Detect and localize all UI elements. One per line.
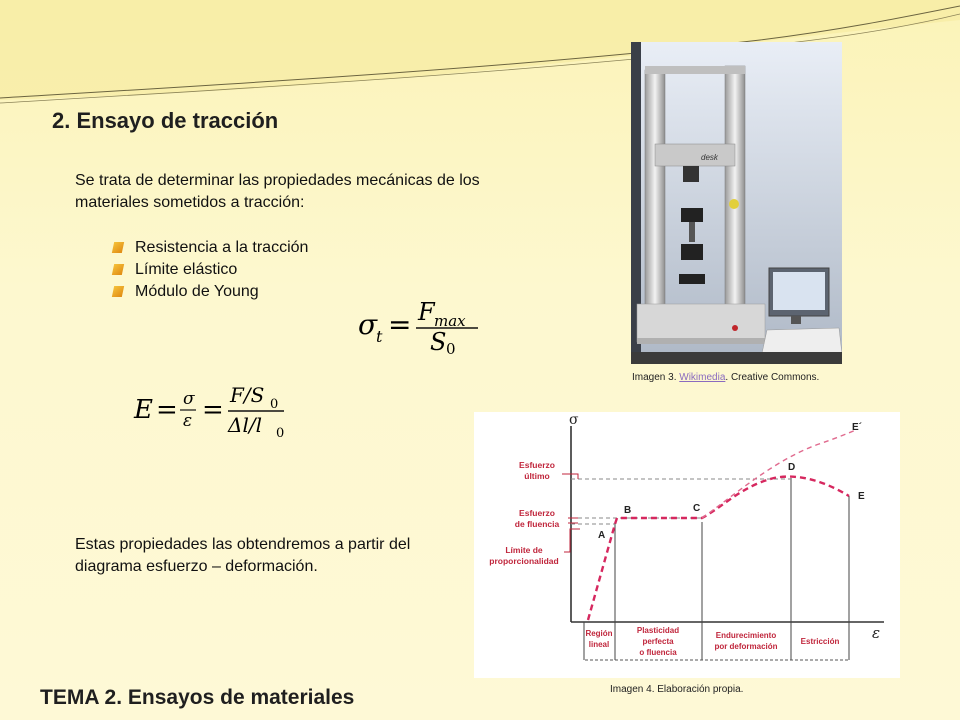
point-b-label: B — [624, 505, 632, 516]
caption-text: Imagen 3. — [632, 372, 680, 383]
region-plasticity-label: o fluencia — [639, 648, 677, 657]
region-plasticity-label: Plasticidad — [636, 626, 680, 635]
young-modulus-formula — [130, 380, 300, 442]
formula-equals: = — [156, 395, 178, 425]
formula-e: E — [134, 395, 153, 425]
region-necking-label: Estricción — [800, 637, 840, 646]
list-item-label: Resistencia a la tracción — [135, 239, 309, 256]
point-a-label: A — [598, 530, 606, 541]
formula-numerator: F — [418, 298, 435, 326]
formula-denominator: Δl/l — [228, 413, 262, 437]
list-item — [113, 281, 308, 303]
caption-text: . Creative Commons. — [725, 372, 820, 383]
y-axis-label: σ — [569, 412, 579, 428]
list-item — [113, 237, 308, 259]
yield-stress-label: de fluencia — [514, 519, 560, 529]
footer-title: TEMA 2. Ensayos de materiales — [40, 686, 355, 709]
region-linear-label: Región — [585, 629, 613, 638]
list-item-label: Módulo de Young — [135, 283, 259, 300]
region-hardening-label: Endurecimiento — [715, 631, 777, 640]
formula-sigma-sub: t — [376, 327, 383, 346]
formula-equals: = — [202, 395, 224, 425]
yield-stress-label: Esfuerzo — [519, 508, 555, 518]
tensile-strength-formula — [350, 296, 490, 356]
intro-text: Se trata de determinar las propiedades mecánicas de los materiales sometidos a tracción: — [75, 172, 480, 211]
formula-numerator: F/S — [230, 383, 265, 407]
point-c-label: C — [693, 503, 701, 514]
bullet-icon — [112, 242, 124, 253]
formula-numerator-sub: max — [434, 312, 466, 330]
ultimate-stress-label: último — [524, 471, 550, 481]
formula-denominator-sub: 0 — [276, 426, 285, 441]
formula-numerator-sub: 0 — [270, 397, 279, 412]
formula-sigma: σ — [183, 389, 195, 409]
point-e-label: E — [858, 491, 865, 502]
outro-text: Estas propiedades las obtendremos a partir del diagrama esfuerzo – deformación. — [75, 536, 411, 575]
proportionality-limit-label: Límite de — [505, 545, 543, 555]
machine-caption — [632, 372, 819, 383]
formula-denominator-sub: 0 — [446, 340, 456, 356]
list-item-label: Límite elástico — [135, 261, 238, 278]
testing-machine-photo — [631, 42, 842, 364]
property-list — [113, 237, 308, 303]
ultimate-stress-label: Esfuerzo — [519, 460, 555, 470]
x-axis-label: ε — [872, 624, 881, 642]
proportionality-limit-label: proporcionalidad — [489, 556, 559, 566]
region-linear-label: lineal — [588, 640, 610, 649]
formula-equals: = — [388, 308, 412, 341]
region-plasticity-label: perfecta — [642, 637, 674, 646]
formula-denominator: S — [430, 328, 447, 356]
slide-title: 2. Ensayo de tracción — [52, 108, 279, 133]
bullet-icon — [112, 286, 124, 297]
wikimedia-link[interactable]: Wikimedia — [679, 372, 726, 383]
diagram-caption: Imagen 4. Elaboración propia. — [610, 684, 744, 695]
list-item — [113, 259, 308, 281]
region-hardening-label: por deformación — [714, 642, 778, 651]
stress-strain-diagram — [474, 412, 900, 678]
point-e-prime-label: E´ — [852, 422, 862, 433]
machine-brand-label: desk — [701, 153, 718, 162]
bullet-icon — [112, 264, 124, 275]
formula-sigma: σ — [358, 308, 378, 341]
formula-epsilon: ε — [183, 411, 193, 431]
point-d-label: D — [788, 462, 796, 473]
